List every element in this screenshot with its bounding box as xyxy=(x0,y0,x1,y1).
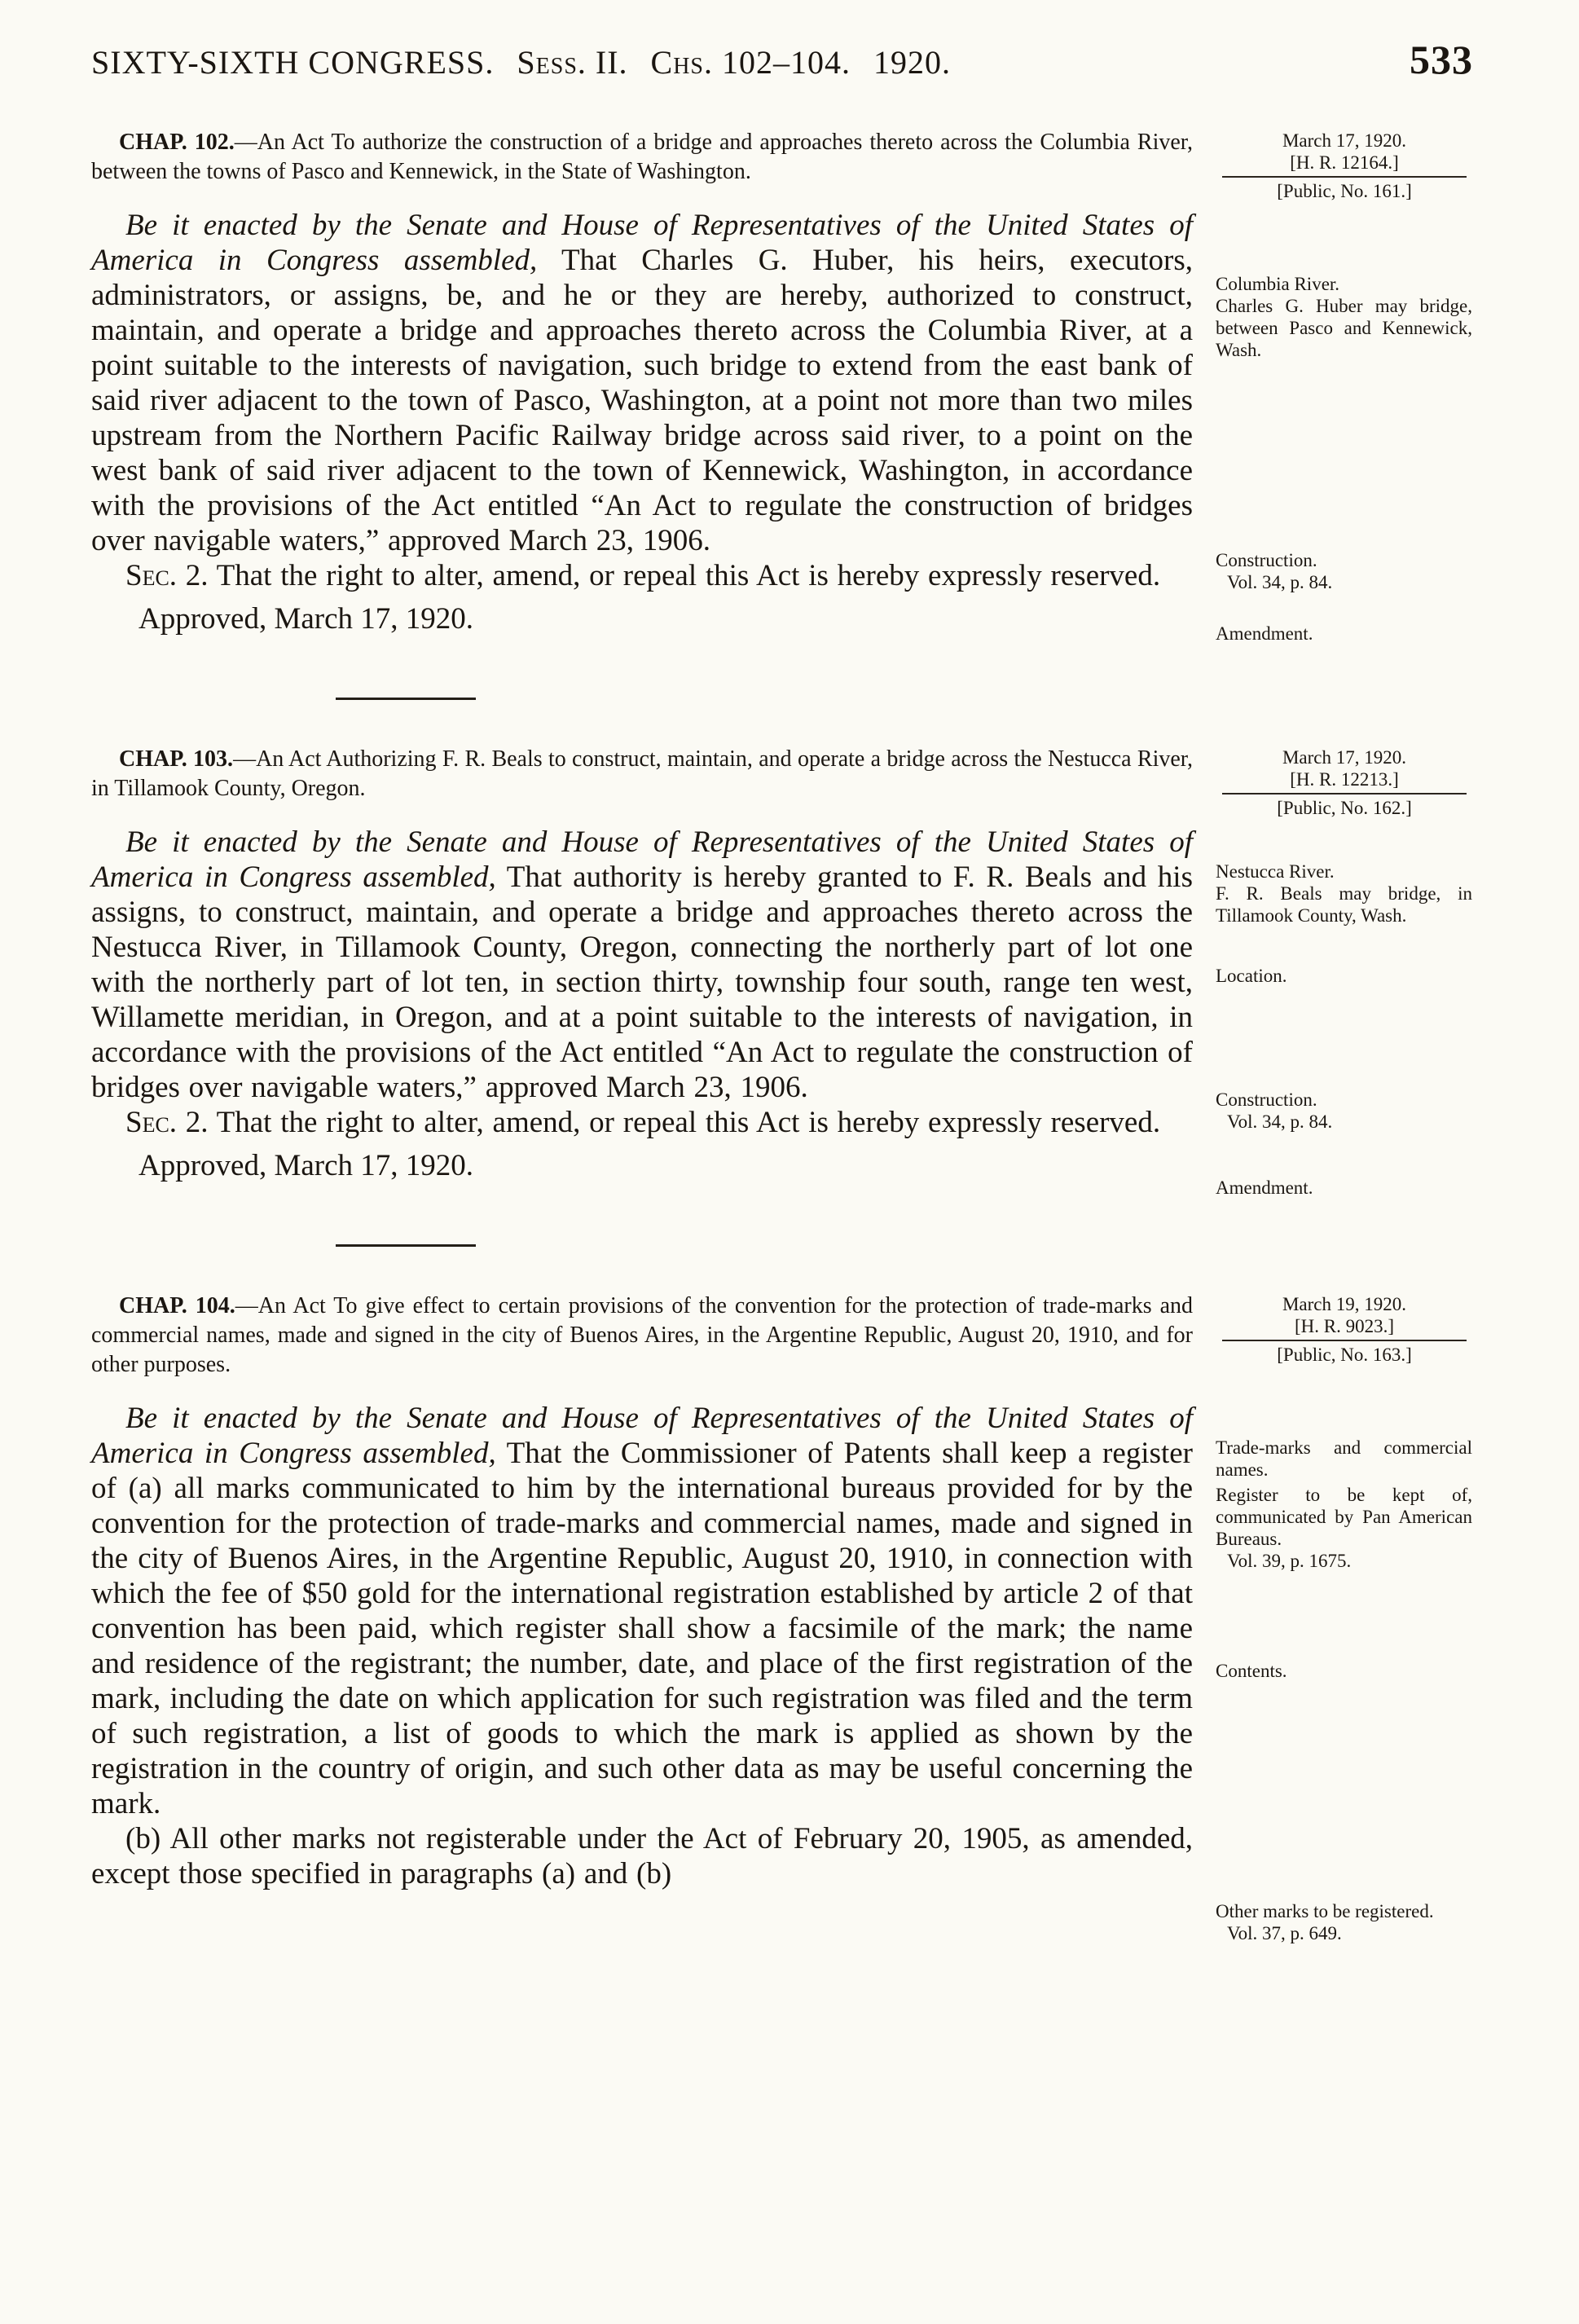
enacting-clause: Be it enacted by the Senate and House of Representatives of the United States of America in Congress assembled, xyxy=(91,1402,1193,1470)
chapter-heading xyxy=(91,745,1193,803)
chapter-label: CHAP. 102. xyxy=(119,130,235,155)
enacting-body: That authority is hereby granted to F. R. Beals and his assigns, to construct, maintain, and operate a bridge and approaches thereto across the Nestucca River, in Tillamook County, Oregon, connecting the northerly part of lot one with the northerly part of lot ten, in section thirty, township four south, range ten west, Willamette meridian, in Oregon, and at a point suitable to the interests of navigation, in accordance with the provisions of the Act entitled “An Act to regulate the construction of bridges over navigable waters,” approved March 23, 1906. xyxy=(91,860,1193,1104)
session-label: Sess. II. xyxy=(517,44,628,81)
margin-note-text: Register to be kept of, communicated by Pan American Bureaus. xyxy=(1216,1485,1472,1549)
section-2-paragraph xyxy=(91,1105,1193,1140)
margin-note-head xyxy=(1222,130,1467,202)
chapter-heading-text: —An Act To authorize the construction of a bridge and approaches thereto across the Columbia River, between the towns of Pasco and Kennewick, in the State of Washington. xyxy=(91,130,1193,184)
margin-date: March 17, 1920. xyxy=(1282,747,1407,768)
section-2-label: Sec. 2. xyxy=(125,559,209,592)
margin-note xyxy=(1216,549,1472,593)
margin-note-topic: Nestucca River. xyxy=(1216,861,1335,882)
chapter-heading xyxy=(91,1292,1193,1380)
congress-title: SIXTY-SIXTH CONGRESS. xyxy=(91,44,495,81)
approved-line: Approved, March 17, 1920. xyxy=(139,602,474,636)
chapter-103-margin-notes xyxy=(1216,746,1478,1198)
enacting-paragraph xyxy=(91,1401,1193,1821)
section-2-text: That the right to alter, amend, or repeal this Act is hereby expressly reserved. xyxy=(208,1106,1161,1139)
margin-bill-number: [H. R. 12213.] xyxy=(1222,768,1467,794)
margin-note xyxy=(1216,273,1472,361)
chapter-range-label: Chs. 102–104. xyxy=(650,44,851,81)
page-number: 533 xyxy=(1410,37,1473,82)
chapter-103-main-column xyxy=(91,745,1193,1183)
margin-note-topic: Location. xyxy=(1216,966,1287,986)
running-head xyxy=(91,43,974,81)
running-header xyxy=(91,36,1473,83)
enacting-clause: Be it enacted by the Senate and House of Representatives of the United States of America in Congress assembled, xyxy=(91,209,1193,277)
chapter-label: CHAP. 103. xyxy=(119,746,234,772)
chapter-104-margin-notes xyxy=(1216,1293,1478,1943)
chapter-label: CHAP. 104. xyxy=(119,1293,235,1318)
margin-note-topic: Columbia River. xyxy=(1216,274,1340,294)
margin-date: March 19, 1920. xyxy=(1282,1294,1407,1314)
margin-note-topic: Amendment. xyxy=(1216,1177,1313,1198)
margin-note-topic: Construction. xyxy=(1216,550,1317,570)
approved-line: Approved, March 17, 1920. xyxy=(139,1149,474,1182)
margin-note-head xyxy=(1222,746,1467,819)
margin-note-head xyxy=(1222,1293,1467,1366)
margin-date: March 17, 1920. xyxy=(1282,130,1407,151)
section-2-text: That the right to alter, amend, or repeal this Act is hereby expressly reserved. xyxy=(208,559,1161,592)
margin-note-citation: Vol. 34, p. 84. xyxy=(1227,572,1333,592)
chapter-104-main-column xyxy=(91,1292,1193,1891)
margin-note-topic: Construction. xyxy=(1216,1089,1317,1110)
margin-note xyxy=(1216,1900,1472,1944)
margin-public-law: [Public, No. 163.] xyxy=(1277,1345,1412,1365)
chapter-103 xyxy=(91,745,1533,1198)
margin-public-law: [Public, No. 161.] xyxy=(1277,181,1412,201)
enacting-paragraph xyxy=(91,208,1193,558)
section-divider xyxy=(336,1244,476,1247)
enacting-body: That Charles G. Huber, his heirs, executors, administrators, or assigns, be, and he or they are hereby, authorized to construct, maintain, and operate a bridge and approaches thereto across the Columbia River, at a point suitable to the interests of navigation, such bridge to extend from the east bank of said river adjacent to the town of Pasco, Washington, at a point not more than two miles upstream from the Northern Pacific Railway bridge across said river, to a point on the west bank of said river adjacent to the town of Kennewick, Washington, in accordance with the provisions of the Act entitled “An Act to regulate the construction of bridges over navigable waters,” approved March 23, 1906. xyxy=(91,244,1193,557)
margin-note xyxy=(1216,623,1472,645)
margin-note xyxy=(1216,965,1472,987)
margin-note-citation: Vol. 34, p. 84. xyxy=(1227,1111,1333,1132)
margin-note-text: Other marks to be registered. xyxy=(1216,1901,1434,1921)
margin-note-citation: Vol. 37, p. 649. xyxy=(1227,1923,1342,1943)
margin-note xyxy=(1216,1437,1472,1481)
chapter-heading-text: —An Act To give effect to certain provisions of the convention for the protection of trade-marks and commercial names, made and signed in the city of Buenos Aires, in the Argentine Republic, August 20, 1910, and for other purposes. xyxy=(91,1293,1194,1377)
margin-note xyxy=(1216,1660,1472,1682)
margin-note-topic: Amendment. xyxy=(1216,623,1313,644)
paragraph-b: (b) All other marks not registerable under the Act of February 20, 1905, as amended, except those specified in paragraphs (a) and (b) xyxy=(91,1822,1193,1890)
section-2-paragraph xyxy=(91,558,1193,593)
enacting-body: That the Commissioner of Patents shall keep a register of (a) all marks communicated to him by the international bureaus provided for by the convention for the protection of trade-marks and commercial names, made and signed in the city of Buenos Aires, in the Argentine Republic, August 20, 1910, in connection with which the fee of $50 gold for the international registration established by article 2 of that convention has been paid, which register shall show a facsimile of the mark; the name and residence of the registrant; the number, date, and place of the first registration of the mark, including the date on which application for such registration was filed and the term of such registration, a list of goods to which the mark is applied as shown by the registration in the country of origin, and such other data as may be useful concerning the mark. xyxy=(91,1437,1193,1820)
year-label: 1920. xyxy=(873,44,952,81)
enacting-clause: Be it enacted by the Senate and House of Representatives of the United States of America in Congress assembled, xyxy=(91,825,1193,894)
margin-note-topic: Trade-marks and commercial names. xyxy=(1216,1437,1472,1480)
chapter-102-main-column xyxy=(91,128,1193,636)
chapter-102 xyxy=(91,128,1533,644)
margin-note-text: F. R. Beals may bridge, in Tillamook County, Wash. xyxy=(1216,883,1472,926)
margin-note xyxy=(1216,1177,1472,1199)
enacting-paragraph xyxy=(91,825,1193,1105)
section-2-label: Sec. 2. xyxy=(125,1106,209,1139)
chapter-heading-text: —An Act Authorizing F. R. Beals to construct, maintain, and operate a bridge across the Nestucca River, in Tillamook County, Oregon. xyxy=(91,746,1193,801)
chapter-heading xyxy=(91,128,1193,187)
margin-note-citation: Vol. 39, p. 1675. xyxy=(1227,1551,1352,1571)
margin-bill-number: [H. R. 12164.] xyxy=(1222,152,1467,178)
chapter-104 xyxy=(91,1292,1533,1943)
margin-note-topic: Contents. xyxy=(1216,1661,1287,1681)
chapter-102-margin-notes xyxy=(1216,130,1478,644)
margin-note-text: Charles G. Huber may bridge, between Pasco and Kennewick, Wash. xyxy=(1216,296,1472,360)
margin-bill-number: [H. R. 9023.] xyxy=(1222,1315,1467,1341)
margin-note xyxy=(1216,1484,1472,1572)
margin-note xyxy=(1216,860,1472,927)
section-divider xyxy=(336,698,476,700)
margin-note xyxy=(1216,1089,1472,1133)
margin-public-law: [Public, No. 162.] xyxy=(1277,798,1412,818)
